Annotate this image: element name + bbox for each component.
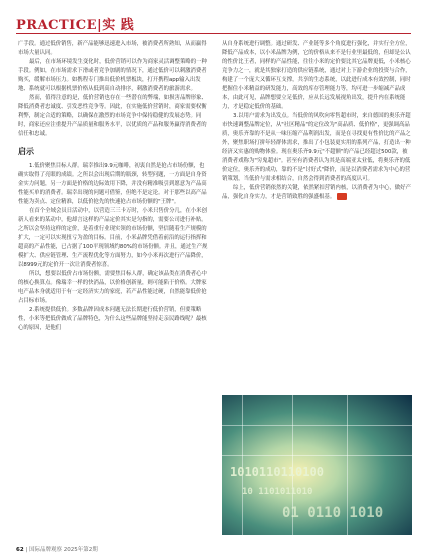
header-title-cn: 实 践 (102, 18, 135, 33)
section-heading-insights: 启示 (18, 147, 34, 156)
left-column (18, 40, 208, 333)
closing-paragraph-text: 综上，低价营销依然的关键，依然紧扣营销内核，以消费者为中心，做好产品，强化自身实力，才是营销致胜的强盛根基。 (222, 185, 411, 200)
header-rule (16, 33, 411, 34)
binary-digits: 01 0110 1010 (282, 505, 384, 521)
paragraph: 最后，在市场环境发生变化时，低价营销可以作为商家灵活调整策略的一种手段。例如，在市场需求下滑或者竞争加剧的情况下，通过低价可以刺激消费者购买，缓解市场压力。如携程专门推出低价机票板块，打开携程app输入出发地、系统就可以根据机票价格从低到高自动排序，刺激消费者的旅游需求。 (18, 59, 207, 92)
header-title-sep: | (97, 18, 103, 33)
paragraph: 1.低价聚焦目标人群。瑞幸推出9.9元咖啡，初衷自然是抢占市场份额，也确实取得了亮眼的成绩。之所以会出现后期的瓶颈，转型问题，一方面是自身资金实力问题，另一方面是价格的边际效用下降，并没有精准吸引到愿意为产品高性能买单的消费者。瑞幸出现的问题可借鉴，但绝不是定论。对于那些以高产品性能为卖点、定位精准，以低价抢先的快速抢占市场份额的"王牌"。 (18, 163, 207, 205)
paragraph: 从自身系统进行调整。通过研发、产业链等多个角度进行强化，并实行全方位，降低产品成本，以小米品牌为例，它的价格从来不是行业里最低的，但却是公认的性价比王者，同样的产品性能，往往小米的定价要比其它品牌更低，小米核心竞争力之一，就是其独家打造的供应链系统，通过对上下游企业的投资与合作，构建了一个庞大又循环互支撑，共享的生态系统，以此进行成本有效控制，同时把握住小米精益的研发能力，高效的库存管理能力等，均可进一步缩减产品成本，由此可见，品牌想要立足低价，应从长远发展视角出发，提升内在系统能力，才是稳定低价的基础。 (222, 41, 411, 110)
section-header-title (16, 14, 134, 33)
paragraph: 2.系统提供低价。多数品牌因成本问题无法长期进行低价营销，但要策略性，小米等把低价做成了品牌特色，为什么这些品牌能坚持走亲民路线呢？最核心的原因，是他们 (18, 307, 207, 331)
paragraph: 3.以用户需求为出发点。当低价的风吹向零售超市时，来自德国的奥乐齐超市快速调整品牌定位，从"社区精品"的定位改为"高品质、低价格"，更强调高品质，奥乐齐靠的不是从一味压缩产品利润出发，而是在寻找更有性价比的产品之外，聚焦职场打拼年轻群体需求，推出了小包装更实用的系列产品，打造出一种经济又实惠的购物体验。现在奥乐齐9.9元"不超额"的产品已经超过500款，被消费者戏称为"穷鬼超市"。甚至有消费者认为其是高端亚太业低，将奥乐齐的低价定位，奥乐齐的成功，靠的不是"讨好式"降价，而是以消费者需求为中心的营销策划，当低价与需求相结合，自然会得到消费者的高度认可。 (222, 113, 411, 182)
binary-digits: 10 1101011010 (242, 487, 313, 497)
paragraph: 在首个全域会员日活动中，以营造三三卡万时，小米只售价分几，在小米创新人看来的某动中，他却言这样的产品定价其实是匀指的，需要公司进行补贴。之所以会坚持这样的定价，是着重行业现实领的市场份额，坚信随着生产规模的扩大，一定可以实现扭亏为盈的目标。目前，小米品牌凭借着前沿的运行指挥和超高的产品性能，已占据了100平现领域约80%的市场份额。并且，通过生产规模扩大、供应链管理、生产流程优化等方面努力，如今小米再次进行产品降价，以8999元的定价开一次让消费者惊喜。 (18, 208, 208, 268)
paragraph (222, 184, 412, 202)
paragraph: 然而，值得注意的是，低价营销也存在一些潜在的弊端，如损害品牌形象、降低消费者忠诚度、引发恶性竞争等。因此，在实施低价营销时，商家需要权衡利弊，制定合适的策略，以确保在激烈的市场竞争中保持稳健的发展态势。同时，商家还应注重提升产品质量和服务水平，以优质的产品和服务赢得消费者的信任和忠诚。 (18, 95, 207, 137)
paragraph: 所以，想要以低价占市场份额，需要焦目标人群，确定该品类在消费者心中的核心换算点。像瑞幸一样的快消品，以价格创新量，则可能陷于价格。大牌家电产品本身就适用于有一定经济实力的家庭，若产品性能过硬，自然能靠低价抢占目标市场。 (18, 271, 207, 304)
page-number: 62 (16, 547, 24, 553)
binary-data-illustration (222, 395, 412, 535)
publication-name: 国际品牌观察 2025年第2期 (29, 547, 98, 553)
grid-line (222, 425, 412, 426)
page-header (16, 14, 411, 34)
grid-line (222, 455, 412, 456)
footer-separator: | (25, 547, 28, 553)
right-column (222, 40, 412, 202)
end-mark-icon: TR (337, 193, 347, 200)
page-footer (16, 545, 98, 553)
binary-digits: 1010110110100 (230, 465, 324, 479)
header-title-en: PRACTICE (16, 18, 98, 33)
paragraph: 广手段。通过低价销售，新产品能够迅速进入市场，被消费者所熟知，从而赢得市场大量认同。 (18, 41, 207, 56)
